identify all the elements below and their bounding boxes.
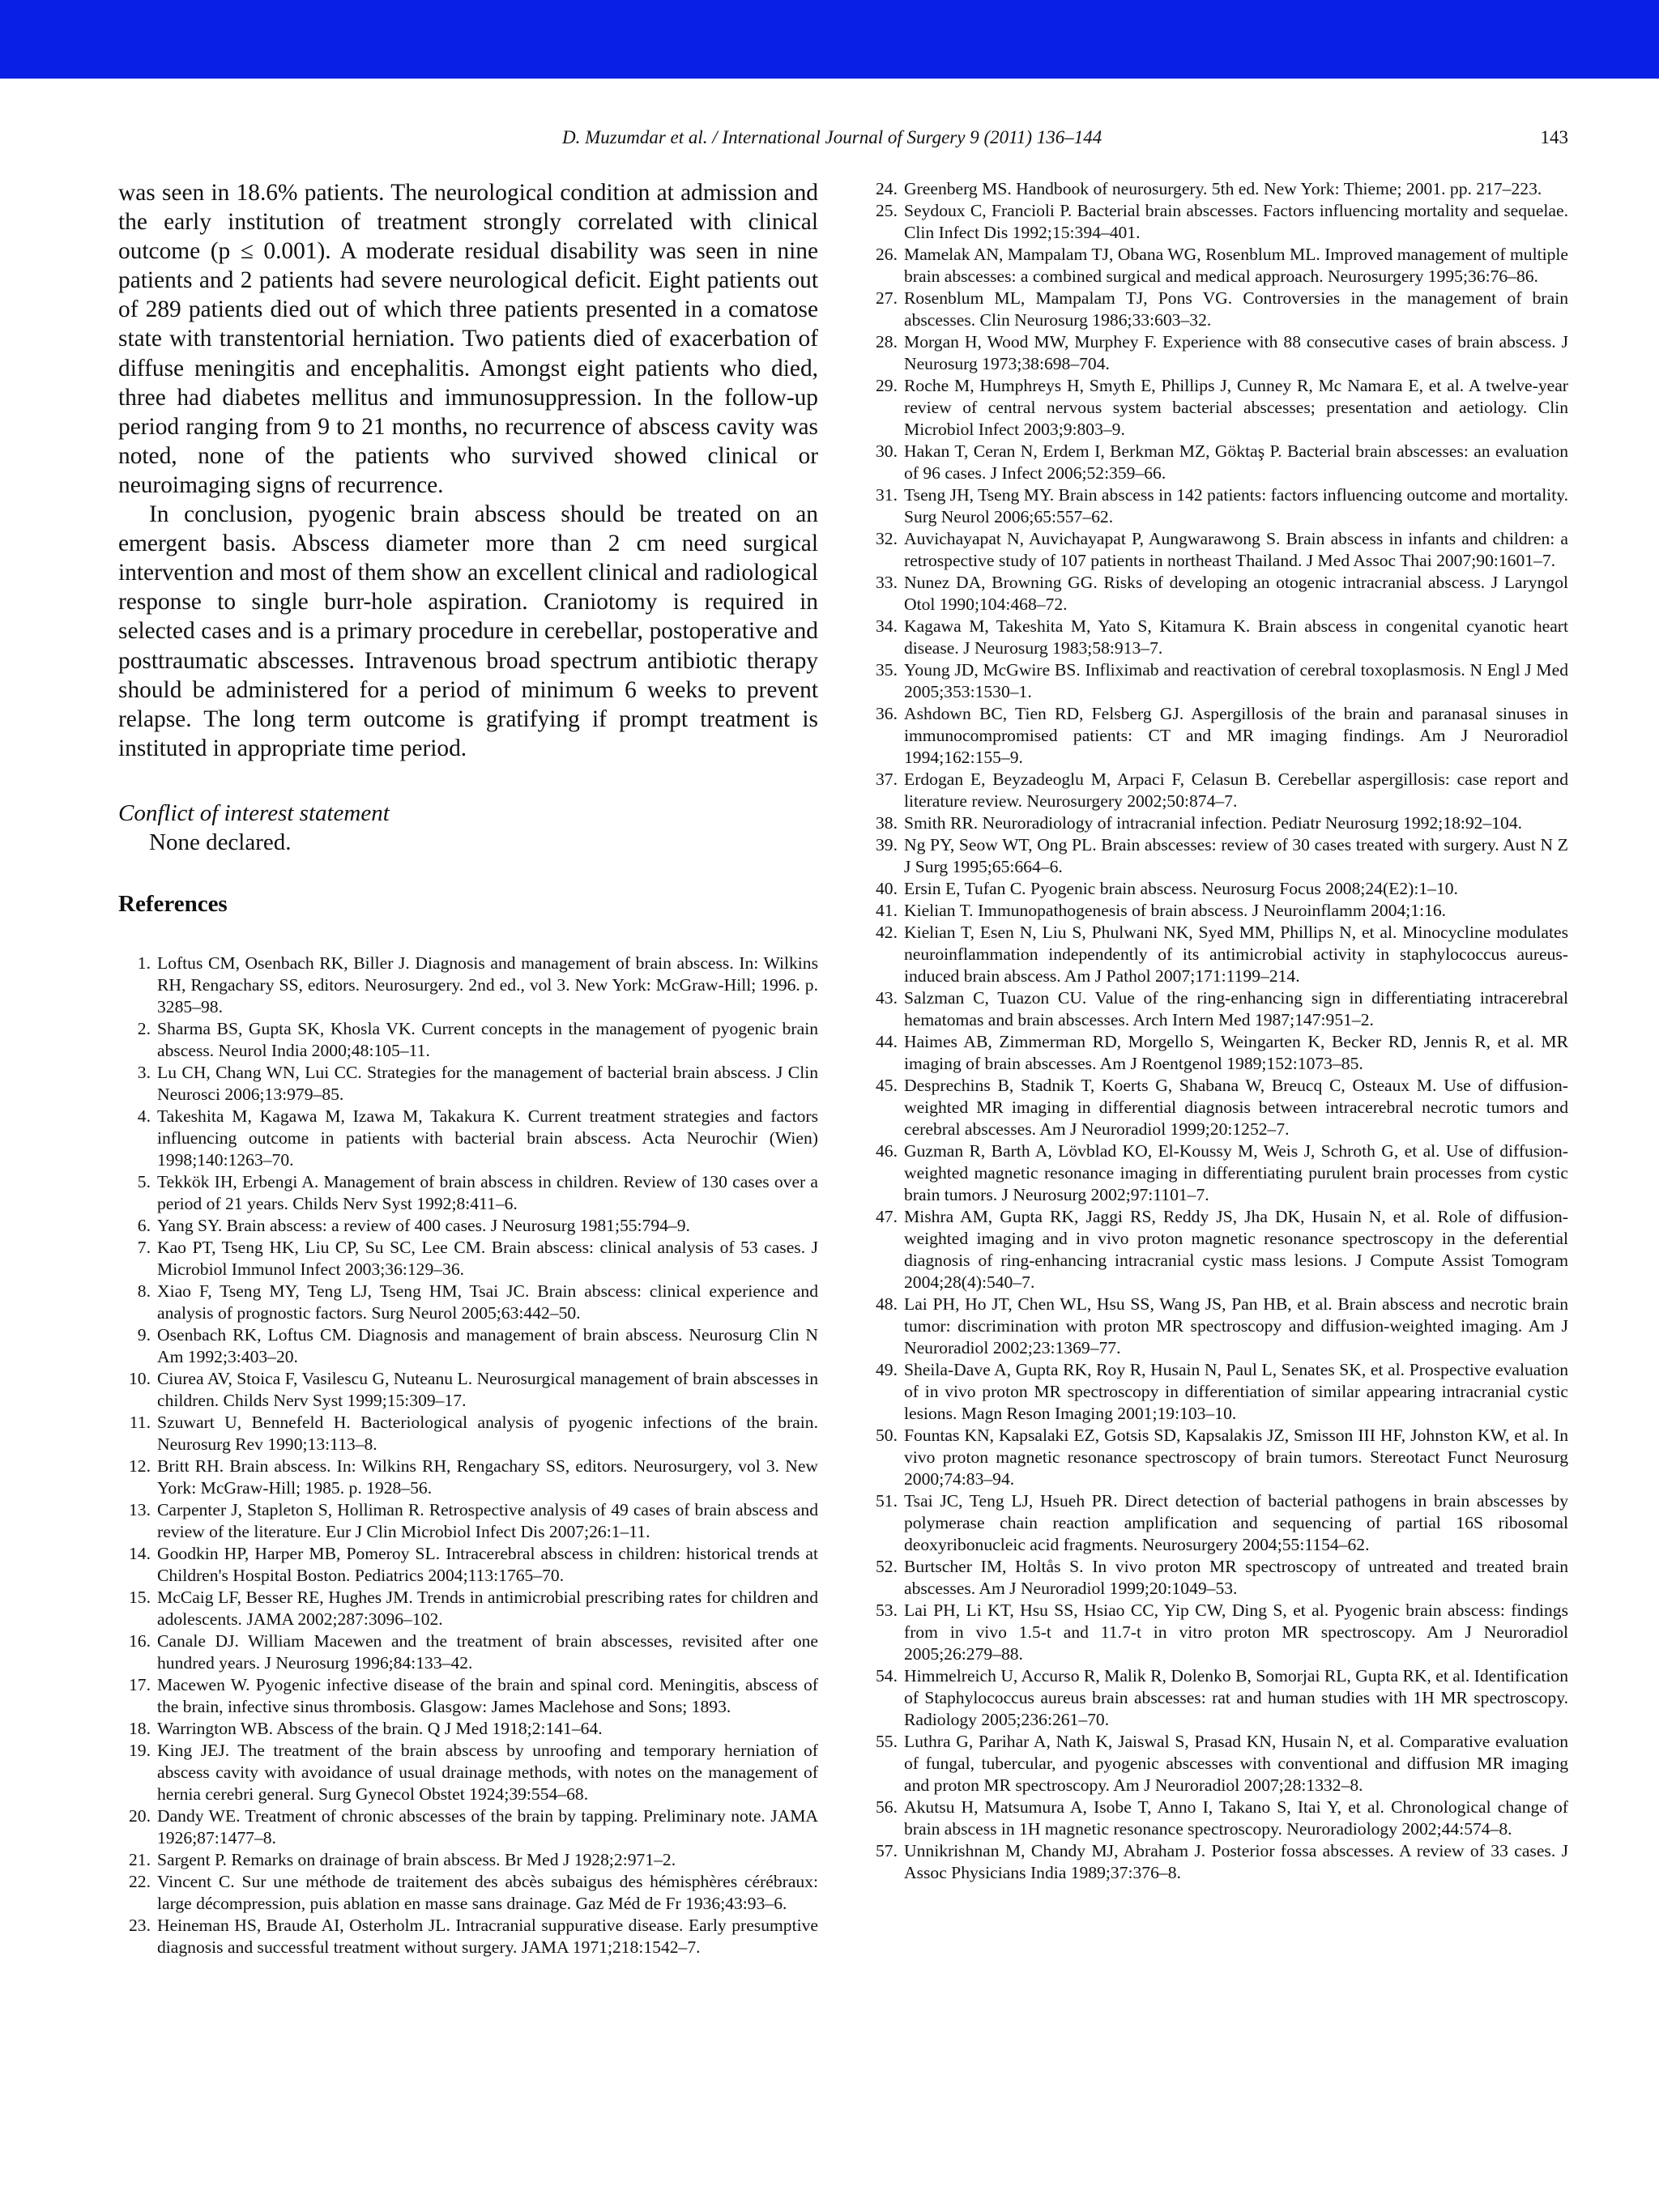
running-header — [118, 127, 1568, 156]
reference-number: 50. — [876, 1426, 898, 1445]
reference-text: McCaig LF, Besser RE, Hughes JM. Trends in antimicrobial prescribing rates for children and adolescents. JAMA 2002;287:3096–102. — [157, 1587, 818, 1629]
reference-item — [118, 1915, 818, 1958]
reference-number: 37. — [876, 769, 898, 789]
reference-number: 26. — [876, 245, 898, 264]
reference-number: 12. — [129, 1455, 151, 1476]
reference-item — [865, 1359, 1568, 1425]
reference-text: Haimes AB, Zimmerman RD, Morgello S, Weingarten K, Becker RD, Jennis R, et al. MR imaging of brain abscesses. Am J Roentgenol 1989;152:1073–85. — [904, 1032, 1568, 1073]
reference-text: Tseng JH, Tseng MY. Brain abscess in 142 patients: factors influencing outcome and mortality. Surg Neurol 2006;65:557–62. — [904, 485, 1568, 526]
reference-item — [118, 1455, 818, 1499]
reference-text: Smith RR. Neuroradiology of intracranial infection. Pediatr Neurosurg 1992;18:92–104. — [904, 813, 1523, 833]
reference-text: Kagawa M, Takeshita M, Yato S, Kitamura K. Brain abscess in congenital cyanotic heart disease. J Neurosurg 1983;58:913–7. — [904, 616, 1568, 658]
reference-number: 32. — [876, 529, 898, 548]
reference-number: 13. — [129, 1499, 151, 1519]
reference-text: Yang SY. Brain abscess: a review of 400 cases. J Neurosurg 1981;55:794–9. — [157, 1215, 690, 1235]
reference-text: King JEJ. The treatment of the brain abscess by unroofing and temporary herniation of abscess cavity with avoidance of usual drainage methods, with notes on the management of hernia cerebri general. Surg Gynecol Obstet 1924;39:554–68. — [157, 1740, 818, 1804]
reference-item — [118, 1740, 818, 1805]
reference-number: 1. — [137, 953, 151, 973]
reference-text: Luthra G, Parihar A, Nath K, Jaiswal S, Prasad KN, Husain N, et al. Comparative evaluation of fungal, tubercular, and pyogenic abscesses with conventional and diffusion MR imaging and proton MR spectroscopy. Am J Neuroradiol 2007;28:1332–8. — [904, 1732, 1568, 1795]
reference-text: Unnikrishnan M, Chandy MJ, Abraham J. Posterior fossa abscesses. A review of 33 cases. J Assoc Physicians India 1989;37:376–8. — [904, 1841, 1568, 1882]
reference-number: 53. — [876, 1600, 898, 1620]
reference-item — [118, 1062, 818, 1106]
reference-item — [865, 1206, 1568, 1294]
reference-text: Osenbach RK, Loftus CM. Diagnosis and management of brain abscess. Neurosurg Clin N Am 1992;3:403–20. — [157, 1324, 818, 1366]
reference-text: Ciurea AV, Stoica F, Vasilescu G, Nuteanu L. Neurosurgical management of brain abscesses in children. Childs Nerv Syst 1999;15:309–17. — [157, 1368, 818, 1410]
journal-citation: D. Muzumdar et al. / International Journal of Surgery 9 (2011) 136–144 — [562, 127, 1102, 147]
reference-text: Himmelreich U, Accurso R, Malik R, Dolenko B, Somorjai RL, Gupta RK, et al. Identification of Staphylococcus aureus brain abscesses: rat and human studies with 1H MR spectroscopy. Radiology 2005;236:261–70. — [904, 1666, 1568, 1729]
references-heading: References — [118, 890, 228, 917]
reference-item — [118, 1805, 818, 1849]
reference-item — [865, 288, 1568, 331]
reference-list-right — [865, 178, 1568, 1884]
reference-item — [865, 441, 1568, 484]
reference-number: 44. — [876, 1032, 898, 1051]
reference-number: 11. — [129, 1412, 151, 1432]
reference-number: 41. — [876, 901, 898, 920]
reference-text: Heineman HS, Braude AI, Osterholm JL. Intracranial suppurative disease. Early presumptive diagnosis and successful treatment without surgery. JAMA 1971;218:1542–7. — [157, 1915, 818, 1957]
reference-item — [865, 812, 1568, 834]
reference-text: Canale DJ. William Macewen and the treatment of brain abscesses, revisited after one hundred years. J Neurosurg 1996;84:133–42. — [157, 1630, 818, 1673]
reference-item — [865, 1665, 1568, 1731]
reference-number: 49. — [876, 1360, 898, 1379]
reference-text: Takeshita M, Kagawa M, Izawa M, Takakura K. Current treatment strategies and factors influencing outcome in patients with bacterial brain abscess. Acta Neurochir (Wien) 1998;140:1263–70. — [157, 1106, 818, 1170]
reference-item — [865, 834, 1568, 878]
reference-number: 22. — [129, 1871, 151, 1891]
reference-number: 33. — [876, 573, 898, 592]
reference-number: 14. — [129, 1543, 151, 1563]
reference-text: Tekkök IH, Erbengi A. Management of brain abscess in children. Review of 130 cases over a period of 21 years. Childs Nerv Syst 1992;8:411–6. — [157, 1171, 818, 1213]
reference-text: Rosenblum ML, Mampalam TJ, Pons VG. Controversies in the management of brain abscesses. Clin Neurosurg 1986;33:603–32. — [904, 288, 1568, 330]
reference-text: Sharma BS, Gupta SK, Khosla VK. Current concepts in the management of pyogenic brain abscess. Neurol India 2000;48:105–11. — [157, 1018, 818, 1060]
reference-number: 43. — [876, 988, 898, 1008]
reference-item — [865, 659, 1568, 703]
reference-text: Vincent C. Sur une méthode de traitement des abcès subaigus des hémisphères cérébraux: large décompression, puis ablation en masse sans drainage. Gaz Méd de Fr 1936;43:93–6. — [157, 1871, 818, 1913]
reference-number: 25. — [876, 201, 898, 220]
reference-text: Xiao F, Tseng MY, Teng LJ, Tseng HM, Tsai JC. Brain abscess: clinical experience and analysis of prognostic factors. Surg Neurol 2005;63:442–50. — [157, 1281, 818, 1323]
reference-text: Ashdown BC, Tien RD, Felsberg GJ. Aspergillosis of the brain and paranasal sinuses in immunocompromised patients: CT and MR imaging findings. Am J Neuroradiol 1994;162:155–9. — [904, 704, 1568, 767]
body-paragraph-2: In conclusion, pyogenic brain abscess should be treated on an emergent basis. Abscess diameter more than 2 cm need surgical intervention and most of them show an excellent clinical and radiological response to single burr-hole aspiration. Craniotomy is required in selected cases and is a primary procedure in cerebellar, postoperative and posttraumatic abscesses. Intravenous broad spectrum antibiotic therapy should be administered for a period of minimum 6 weeks to prevent relapse. The long term outcome is gratifying if prompt treatment is instituted in appropriate time period. — [118, 501, 818, 761]
page-number: 143 — [1540, 127, 1568, 147]
reference-number: 16. — [129, 1630, 151, 1651]
reference-text: Desprechins B, Stadnik T, Koerts G, Shabana W, Breucq C, Osteaux M. Use of diffusion-weighted MR imaging in differential diagnosis between intracerebral necrotic tumors and cerebral abscesses. Am J Neuroradiol 1999;20:1252–7. — [904, 1076, 1568, 1139]
reference-item — [118, 1718, 818, 1740]
reference-number: 4. — [137, 1106, 151, 1126]
reference-text: Dandy WE. Treatment of chronic abscesses of the brain by tapping. Preliminary note. JAMA 1926;87:1477–8. — [157, 1805, 818, 1848]
reference-item — [118, 1106, 818, 1171]
reference-number: 2. — [137, 1018, 151, 1038]
reference-item — [865, 200, 1568, 244]
reference-number: 7. — [137, 1237, 151, 1257]
reference-number: 36. — [876, 704, 898, 723]
reference-number: 56. — [876, 1797, 898, 1817]
reference-item — [865, 616, 1568, 659]
reference-number: 39. — [876, 835, 898, 855]
reference-number: 46. — [876, 1141, 898, 1161]
reference-item — [118, 1499, 818, 1543]
reference-item — [865, 1425, 1568, 1490]
reference-text: Kielian T. Immunopathogenesis of brain abscess. J Neuroinflamm 2004;1:16. — [904, 901, 1447, 920]
reference-number: 8. — [137, 1281, 151, 1301]
reference-number: 10. — [129, 1368, 151, 1388]
reference-number: 54. — [876, 1666, 898, 1686]
reference-text: Greenberg MS. Handbook of neurosurgery. 5th ed. New York: Thieme; 2001. pp. 217–223. — [904, 179, 1542, 198]
reference-text: Lai PH, Ho JT, Chen WL, Hsu SS, Wang JS, Pan HB, et al. Brain abscess and necrotic brain tumor: discrimination with proton MR spectroscopy and diffusion-weighted imaging. Am J Neuroradiol 2002;23:1369–77. — [904, 1294, 1568, 1357]
reference-item — [118, 1412, 818, 1455]
reference-item — [118, 1630, 818, 1674]
reference-text: Fountas KN, Kapsalaki EZ, Gotsis SD, Kapsalakis JZ, Smisson III HF, Johnston KW, et al. In vivo proton magnetic resonance spectroscopy of brain tumors. Stereotact Funct Neurosurg 2000;74:83–94. — [904, 1426, 1568, 1489]
reference-item — [865, 1796, 1568, 1840]
reference-item — [865, 331, 1568, 375]
reference-item — [865, 900, 1568, 922]
reference-text: Nunez DA, Browning GG. Risks of developing an otogenic intracranial abscess. J Laryngol Otol 1990;104:468–72. — [904, 573, 1568, 614]
reference-number: 42. — [876, 923, 898, 942]
reference-number: 17. — [129, 1674, 151, 1694]
reference-text: Lai PH, Li KT, Hsu SS, Hsiao CC, Yip CW, Ding S, et al. Pyogenic brain abscess: findings from in vivo 1.5-t and 11.7-t in vitro proton MR spectroscopy. Am J Neuroradiol 2005;26:279–88. — [904, 1600, 1568, 1664]
conflict-of-interest-text: None declared. — [149, 829, 292, 855]
reference-item — [865, 1556, 1568, 1600]
reference-text: Lu CH, Chang WN, Lui CC. Strategies for the management of bacterial brain abscess. J Clin Neurosci 2006;13:979–85. — [157, 1062, 818, 1104]
conflict-of-interest-heading: Conflict of interest statement — [118, 799, 390, 826]
reference-item — [118, 1849, 818, 1871]
body-paragraph-1: was seen in 18.6% patients. The neurological condition at admission and the early institution of treatment strongly correlated with clinical outcome (p ≤ 0.001). A moderate residual disability was seen in nine patients and 2 patients had severe neurological deficit. Eight patients out of 289 patients died out of which three patients presented in a comatose state with transtentorial herniation. Two patients died of exacerbation of diffuse meningitis and encephalitis. Amongst eight patients who died, three had diabetes mellitus and immunosuppression. In the follow-up period ranging from 9 to 21 months, no recurrence of abscess cavity was noted, none of the patients who survived showed clinical or neuroimaging signs of recurrence. — [118, 180, 818, 498]
reference-list-left — [118, 953, 818, 1958]
reference-number: 29. — [876, 376, 898, 395]
reference-text: Carpenter J, Stapleton S, Holliman R. Retrospective analysis of 49 cases of brain abscess and review of the literature. Eur J Clin Microbiol Infect Dis 2007;26:1–11. — [157, 1499, 818, 1541]
reference-item — [118, 953, 818, 1018]
reference-number: 55. — [876, 1732, 898, 1751]
reference-text: Britt RH. Brain abscess. In: Wilkins RH, Rengachary SS, editors. Neurosurgery, vol 3. New York: McGraw-Hill; 1985. p. 1928–56. — [157, 1455, 818, 1498]
reference-item — [118, 1237, 818, 1281]
reference-number: 30. — [876, 441, 898, 461]
reference-item — [865, 1731, 1568, 1796]
reference-number: 24. — [876, 179, 898, 198]
reference-text: Sargent P. Remarks on drainage of brain abscess. Br Med J 1928;2:971–2. — [157, 1849, 676, 1869]
reference-item — [118, 1587, 818, 1630]
reference-item — [865, 922, 1568, 987]
top-color-band — [0, 0, 1659, 79]
reference-item — [118, 1368, 818, 1412]
reference-text: Roche M, Humphreys H, Smyth E, Phillips J, Cunney R, Mc Namara E, et al. A twelve-year review of central nervous system bacterial abscesses; presentation and aetiology. Clin Microbiol Infect 2003;9:803–9. — [904, 376, 1568, 439]
reference-text: Young JD, McGwire BS. Infliximab and reactivation of cerebral toxoplasmosis. N Engl J Med 2005;353:1530–1. — [904, 660, 1568, 701]
reference-text: Salzman C, Tuazon CU. Value of the ring-enhancing sign in differentiating intracerebral hematomas and brain abscesses. Arch Intern Med 1987;147:951–2. — [904, 988, 1568, 1029]
reference-item — [865, 375, 1568, 441]
reference-number: 31. — [876, 485, 898, 505]
reference-text: Goodkin HP, Harper MB, Pomeroy SL. Intracerebral abscess in children: historical trends at Children's Hospital Boston. Pediatrics 2004;113:1765–70. — [157, 1543, 818, 1585]
reference-item — [865, 878, 1568, 900]
reference-text: Szuwart U, Bennefeld H. Bacteriological analysis of pyogenic infections of the brain. Neurosurg Rev 1990;13:113–8. — [157, 1412, 818, 1454]
reference-item — [118, 1674, 818, 1718]
reference-text: Tsai JC, Teng LJ, Hsueh PR. Direct detection of bacterial pathogens in brain abscesses by polymerase chain reaction amplification and sequencing of partial 16S ribosomal deoxyribonucleic acid fragments. Neurosurgery 2004;55:1154–62. — [904, 1491, 1568, 1554]
reference-number: 38. — [876, 813, 898, 833]
reference-number: 28. — [876, 332, 898, 352]
reference-item — [865, 1031, 1568, 1075]
reference-item — [865, 484, 1568, 528]
reference-number: 45. — [876, 1076, 898, 1095]
reference-number: 19. — [129, 1740, 151, 1760]
reference-text: Kielian T, Esen N, Liu S, Phulwani NK, Syed MM, Phillips N, et al. Minocycline modulates neuroinflammation independently of its antimicrobial activity in staphylococcus aureus-induced brain abscess. Am J Pathol 2007;171:1199–214. — [904, 923, 1568, 986]
reference-text: Seydoux C, Francioli P. Bacterial brain abscesses. Factors influencing mortality and sequelae. Clin Infect Dis 1992;15:394–401. — [904, 201, 1568, 242]
reference-text: Mishra AM, Gupta RK, Jaggi RS, Reddy JS, Jha DK, Husain N, et al. Role of diffusion-weighted imaging and in vivo proton magnetic resonance spectroscopy in the deferential diagnosis of ring-enhancing intracranial cystic mass lesions. J Compute Assist Tomogram 2004;28(4):540–7. — [904, 1207, 1568, 1292]
reference-number: 52. — [876, 1557, 898, 1576]
left-column — [118, 178, 818, 1958]
reference-item — [865, 703, 1568, 769]
reference-text: Burtscher IM, Holtås S. In vivo proton MR spectroscopy of untreated and treated brain abscesses. Am J Neuroradiol 1999;20:1049–53. — [904, 1557, 1568, 1598]
reference-text: Erdogan E, Beyzadeoglu M, Arpaci F, Celasun B. Cerebellar aspergillosis: case report and literature review. Neurosurgery 2002;50:874–7. — [904, 769, 1568, 811]
reference-item — [865, 1840, 1568, 1884]
reference-text: Akutsu H, Matsumura A, Isobe T, Anno I, Takano S, Itai Y, et al. Chronological change of brain abscess in 1H magnetic resonance spectroscopy. Neuroradiology 2002;44:574–8. — [904, 1797, 1568, 1839]
reference-item — [118, 1871, 818, 1915]
reference-item — [118, 1281, 818, 1324]
reference-text: Hakan T, Ceran N, Erdem I, Berkman MZ, Göktaş P. Bacterial brain abscesses: an evaluation of 96 cases. J Infect 2006;52:359–66. — [904, 441, 1568, 483]
reference-item — [865, 1294, 1568, 1359]
reference-number: 40. — [876, 879, 898, 898]
reference-item — [865, 1140, 1568, 1206]
reference-text: Ng PY, Seow WT, Ong PL. Brain abscesses: review of 30 cases treated with surgery. Aust N Z J Surg 1995;65:664–6. — [904, 835, 1568, 876]
reference-text: Sheila-Dave A, Gupta RK, Roy R, Husain N, Paul L, Senates SK, et al. Prospective evaluation of in vivo proton MR spectroscopy in differentiation of similar appearing intracranial cystic lesions. Magn Reson Imaging 2001;19:103–10. — [904, 1360, 1568, 1423]
reference-text: Mamelak AN, Mampalam TJ, Obana WG, Rosenblum ML. Improved management of multiple brain abscesses: a combined surgical and medical approach. Neurosurgery 1995;36:76–86. — [904, 245, 1568, 286]
reference-text: Auvichayapat N, Auvichayapat P, Aungwarawong S. Brain abscess in infants and children: a retrospective study of 107 patients in northeast Thailand. J Med Assoc Thai 2007;90:1601–7. — [904, 529, 1568, 570]
right-column — [865, 178, 1568, 1884]
reference-number: 27. — [876, 288, 898, 308]
reference-number: 15. — [129, 1587, 151, 1607]
reference-number: 47. — [876, 1207, 898, 1226]
reference-item — [118, 1324, 818, 1368]
reference-number: 21. — [129, 1849, 151, 1869]
reference-number: 20. — [129, 1805, 151, 1826]
reference-number: 35. — [876, 660, 898, 680]
reference-item — [118, 1215, 818, 1237]
reference-number: 3. — [137, 1062, 151, 1082]
reference-text: Ersin E, Tufan C. Pyogenic brain abscess. Neurosurg Focus 2008;24(E2):1–10. — [904, 879, 1458, 898]
reference-item — [865, 528, 1568, 572]
reference-text: Macewen W. Pyogenic infective disease of the brain and spinal cord. Meningitis, abscess of the brain, infective sinus thrombosis. Glasgow: James Maclehose and Sons; 1893. — [157, 1674, 818, 1716]
reference-text: Warrington WB. Abscess of the brain. Q J Med 1918;2:141–64. — [157, 1718, 603, 1738]
reference-item — [865, 987, 1568, 1031]
reference-number: 23. — [129, 1915, 151, 1935]
reference-number: 34. — [876, 616, 898, 636]
reference-number: 48. — [876, 1294, 898, 1314]
reference-item — [865, 572, 1568, 616]
reference-item — [865, 1600, 1568, 1665]
reference-text: Kao PT, Tseng HK, Liu CP, Su SC, Lee CM. Brain abscess: clinical analysis of 53 cases. J Microbiol Immunol Infect 2003;36:129–36. — [157, 1237, 818, 1279]
reference-item — [865, 1075, 1568, 1140]
reference-number: 57. — [876, 1841, 898, 1860]
reference-item — [865, 178, 1568, 200]
reference-item — [118, 1018, 818, 1062]
reference-item — [865, 244, 1568, 288]
reference-text: Loftus CM, Osenbach RK, Biller J. Diagnosis and management of brain abscess. In: Wilkins RH, Rengachary SS, editors. Neurosurgery. 2nd ed., vol 3. New York: McGraw-Hill; 1996. p. 3285–98. — [157, 953, 818, 1016]
reference-number: 18. — [129, 1718, 151, 1738]
reference-item — [865, 1490, 1568, 1556]
reference-number: 6. — [137, 1215, 151, 1235]
reference-number: 5. — [137, 1171, 151, 1191]
reference-number: 51. — [876, 1491, 898, 1511]
reference-text: Morgan H, Wood MW, Murphey F. Experience with 88 consecutive cases of brain abscess. J Neurosurg 1973;38:698–704. — [904, 332, 1568, 373]
reference-item — [118, 1171, 818, 1215]
reference-number: 9. — [137, 1324, 151, 1345]
reference-item — [118, 1543, 818, 1587]
reference-text: Guzman R, Barth A, Lövblad KO, El-Koussy M, Weis J, Schroth G, et al. Use of diffusion-weighted magnetic resonance imaging in differentiating purulent brain processes from cystic brain tumors. J Neurosurg 2002;97:1101–7. — [904, 1141, 1568, 1204]
reference-item — [865, 769, 1568, 812]
